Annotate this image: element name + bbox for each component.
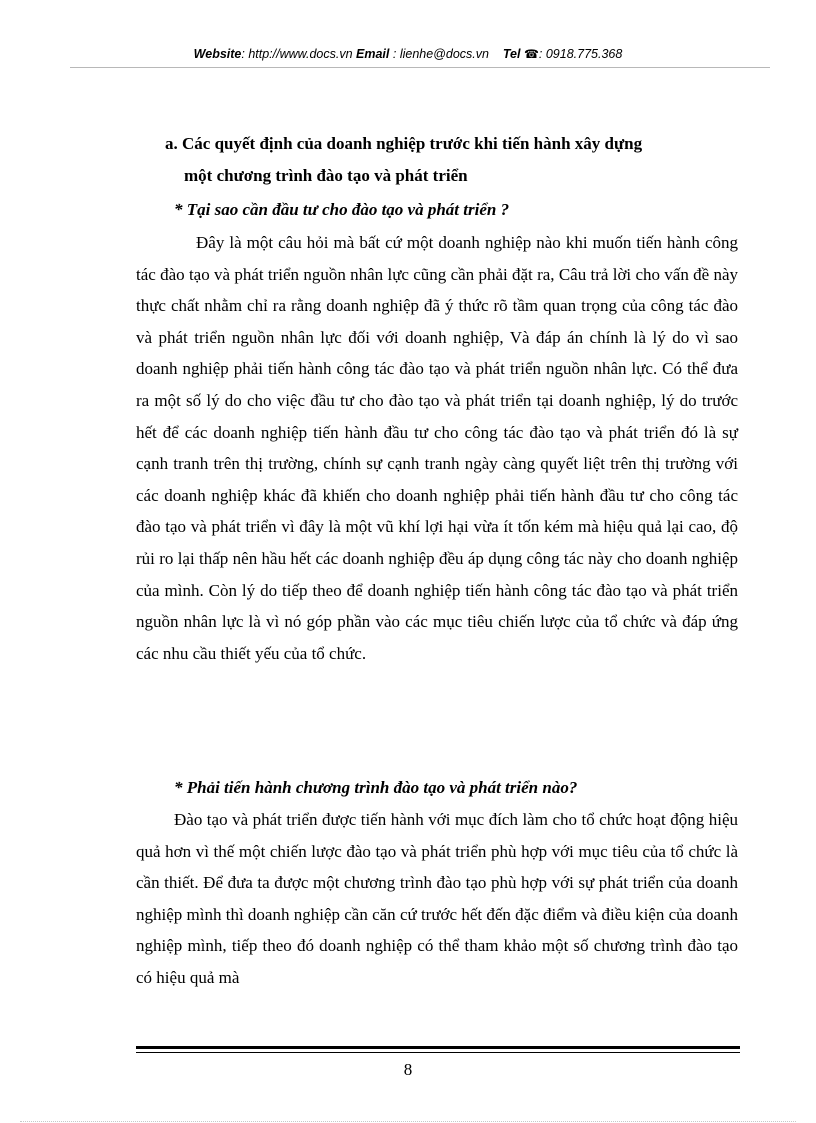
section-heading-line2: một chương trình đào tạo và phát triển: [184, 166, 468, 185]
page-header: [0, 47, 816, 61]
footer-rule-thick: [136, 1046, 740, 1049]
page-bottom-dotted-line: [20, 1121, 796, 1122]
email-value[interactable]: : lienhe@docs.vn: [392, 47, 489, 61]
telephone-icon: ☎: [523, 47, 539, 61]
subheading-which-program: * Phải tiến hành chương trình đào tạo và phát triển nào?: [174, 778, 578, 797]
tel-value: : 0918.775.368: [538, 47, 623, 61]
header-divider: [70, 67, 770, 68]
page-number: 8: [403, 1060, 413, 1079]
paragraph-why-invest: Đây là một câu hỏi mà bất cứ một doanh nghiệp nào khi muốn tiến hành công tác đào tạo và phát triển nguồn nhân lực cũng cần phải đặt ra, Câu trả lời cho vấn đề này thực chất nhằm chỉ ra rằng doanh nghiệp đã ý thức rõ tầm quan trọng của công tác đào và phát triển nguồn nhân lực đối với doanh nghiệp, Và đáp án chính là lý do vì sao doanh nghiệp phải tiến hành công tác đào tạo và phát triển nguồn nhân lực. Có thể đưa ra một số lý do cho việc đầu tư cho đào tạo và phát triển tại doanh nghiệp, lý do trước hết để các doanh nghiệp tiến hành đầu tư cho công tác đào tạo và phát triển đó là sự cạnh tranh trên thị trường, chính sự cạnh tranh ngày càng quyết liệt trên thị trường với các doanh nghiệp khác đã khiến cho doanh nghiệp phải tiến hành đầu tư cho công tác đào tạo và phát triển vì đây là một vũ khí lợi hại vừa ít tốn kém mà hiệu quả lại cao, độ rủi ro lại thấp nên hầu hết các doanh nghiệp đều áp dụng công tác này cho doanh nghiệp của mình. Còn lý do tiếp theo để doanh nghiệp tiến hành công tác đào tạo và phát triển nguồn nhân lực là vì nó góp phần vào các mục tiêu chiến lược của tổ chức và đáp ứng các nhu cầu thiết yếu của tổ chức.: [136, 233, 738, 663]
tel-label: Tel: [502, 47, 521, 61]
paragraph-which-program: Đào tạo và phát triển được tiến hành với mục đích làm cho tổ chức hoạt động hiệu quả hơn vì thế một chiến lược đào tạo và phát triển phù hợp với mục tiêu của tổ chức là cần thiết. Để đưa ta được một chương trình đào tạo phù hợp với sự phát triển của doanh nghiệp mình thì doanh nghiệp cần căn cứ trước hết đến đặc điểm và điều kiện của doanh nghiệp mình, tiếp theo đó doanh nghiệp có thể tham khảo một số chương trình đào tạo có hiệu quả mà: [136, 810, 738, 987]
subheading-why-invest: * Tại sao cần đầu tư cho đào tạo và phát triển ?: [174, 200, 510, 219]
email-label: Email: [356, 47, 390, 61]
website-label: Website: [193, 47, 242, 61]
website-value[interactable]: : http://www.docs.vn: [241, 47, 353, 61]
section-heading-line1: a. Các quyết định của doanh nghiệp trước khi tiến hành xây dựng: [165, 134, 643, 153]
footer-rule-thin: [136, 1052, 740, 1053]
